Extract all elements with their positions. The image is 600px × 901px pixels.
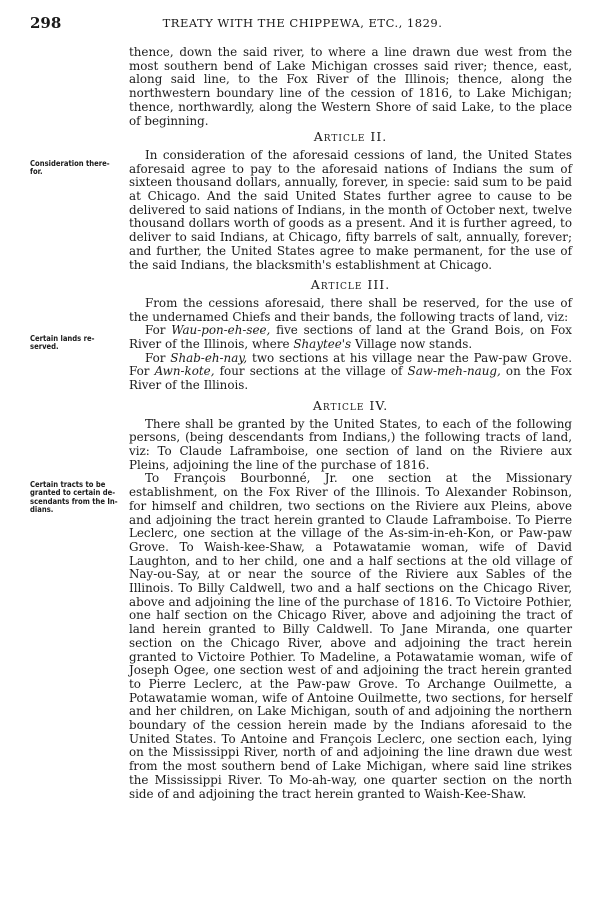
sidenote-consideration: Consideration there-for.	[30, 159, 110, 177]
text-run: For	[145, 350, 171, 365]
article-3-paragraph-3	[129, 352, 572, 393]
running-title: TREATY WITH THE CHIPPEWA, ETC., 1829.	[162, 16, 443, 30]
article-3-text: From the cessions aforesaid, there shall be reserved, for the use of the undernamed Chiefs and their bands, the following tracts of land, viz:	[129, 295, 572, 324]
text-run: For	[145, 323, 172, 338]
village-name: Saw-meh-naug,	[407, 364, 501, 379]
page-header	[30, 14, 575, 32]
page-number: 298	[30, 14, 62, 32]
text-run: five sections of land at the Grand Bois, on Fox River of the Illinois, where	[129, 323, 572, 352]
article-4-text-2: To François Bourbonné, Jr. one section at the Missionary establishment, on the Fox River of the Illinois. To Alexander Robinson, for himself and children, two sections on the Riviere aux Pleins, above and adjoining the tract herein granted to Claude Laframboise. To Pierre Leclerc, one section at the village of the As-sim-in-eh-Kon, or Paw-paw Grove. To Waish-kee-Shaw, a Potawatamie woman, wife of David Laughton, and to her child, one and a half sections at the old village of Nay-ou-Say, at or near the source of the Riviere aux Sables of the Illinois. To Billy Caldwell, two and a half sections on the Chicago River, above and adjoining the line of the purchase of 1816. To Victoire Pothier, one half section on the Chicago River, above and adjoining the tract of land herein granted to Billy Caldwell. To Jane Miranda, one quarter section on the Chicago River, above and adjoining the tract herein granted to Victoire Pothier. To Madeline, a Potawatamie woman, wife of Joseph Ogee, one section west of and adjoining the tract herein granted to Pierre Leclerc, at the Paw-paw Grove. To Archange Ouilmette, a Potawatamie woman, wife of Antoine Ouilmette, two sections, for herself and her children, on Lake Michigan, south of and adjoining the northern boundary of the cession herein made by the Indians aforesaid to the United States. To Antoine and François Leclerc, one section each, lying on the Mississippi River, north of and adjoining the line drawn due west from the most southern bend of Lake Michigan, where said line strikes the Mississippi River. To Mo-ah-way, one quarter section on the north side of and adjoining the tract herein granted to Waish-Kee-Shaw.	[129, 471, 572, 801]
chief-name: Shaytee's	[293, 337, 352, 352]
text-run: Village now stands.	[351, 337, 473, 352]
chief-name: Wau-pon-eh-see,	[171, 323, 271, 338]
text-run: four sections at the village of	[214, 364, 408, 379]
text-run: two sections at his village near the Paw-paw Grove. For	[129, 350, 572, 379]
article-2-heading: Article II.	[313, 129, 388, 145]
intro-paragraph: thence, down the said river, to where a line drawn due west from the most southern bend of Lake Michigan crosses said river; thence, east, along said line, to the Fox River of the Illinois; thence, along the northwestern boundary line of the cession of 1816, to Lake Michigan; thence, northwardly, along the Western Shore of said Lake, to the place of beginning.	[129, 45, 572, 128]
chief-name: Awn-kote,	[154, 364, 215, 379]
article-3-paragraph-2	[129, 324, 572, 351]
article-4-heading: Article IV.	[312, 397, 389, 413]
treaty-body	[129, 46, 572, 801]
chief-name: Shab-eh-nay,	[170, 350, 248, 365]
sidenote-tracts-granted: Certain tracts to be granted to certain de-scendants from the In-dians.	[30, 480, 118, 515]
text-run: on the Fox River of the Illinois.	[129, 364, 572, 393]
article-3-heading: Article III.	[310, 277, 391, 293]
sidenote-lands-reserved: Certain lands re-served.	[30, 334, 95, 352]
article-4-text: There shall be granted by the United States, to each of the following persons, (being descendants from Indians,) the following tracts of land, viz: To Claude Laframboise, one section of land on the Riviere aux Pleins, adjoining the line of the purchase of 1816.	[129, 416, 572, 472]
article-2-text: In consideration of the aforesaid cessions of land, the United States aforesaid agree to pay to the aforesaid nations of Indians the sum of sixteen thousand dollars, annually, forever, in specie: said sum to be paid at Chicago. And the said United States further agree to cause to be delivered to said nations of Indians, in the month of October next, twelve thousand dollars worth of goods as a present. And it is further agreed, to deliver to said Indians, at Chicago, fifty barrels of salt, annually, forever; and further, the United States agree to make permanent, for the use of the said Indians, the blacksmith's establishment at Chicago.	[129, 147, 572, 272]
